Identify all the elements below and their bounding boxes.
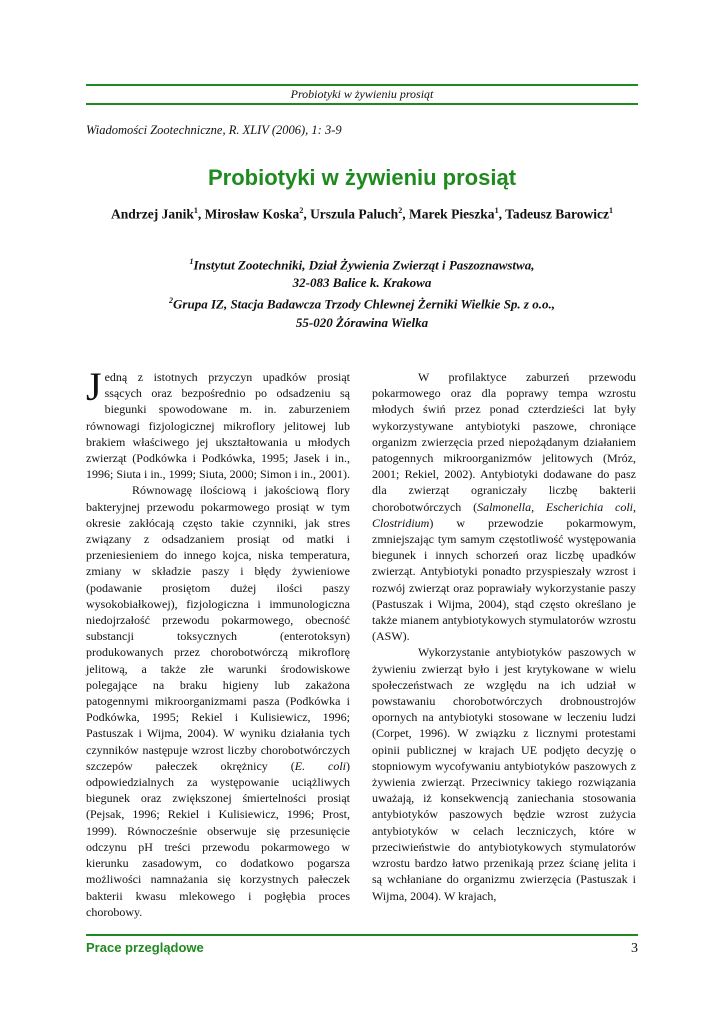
author-name: Tadeusz Barowicz: [505, 206, 609, 222]
author-name: Urszula Paluch: [310, 206, 399, 222]
body-column-right: [372, 369, 636, 904]
affiliations: [86, 253, 638, 332]
paragraph: W profilaktyce zaburzeń przewodu pokarmowego oraz dla poprawy tempa wzrostu młodych świń przez ponad czterdzieści lat były wykorzystywane antybiotyki paszowe, chroniące organizm zwierzęcia przed niepożądanym działaniem patogennych mikroorganizmów jelitowych (Mróz, 2001; Rekiel, 2002). Antybiotyki dodawane do pasz dla zwierząt ograniczały liczbę bakterii chorobotwórczych (Salmonella, Escherichia coli, Clostridium) w przewodzie pokarmowym, zmniejszając tym samym częstotliwość występowania biegunek i innych schorzeń oraz liczbę upadków zwierząt. Antybiotyki ponadto przyspieszały wzrost i rozwój zwierząt oraz poprawiały wykorzystanie paszy (Pastuszak i Wijma, 2004), stąd często określano je także mianem antybiotykowych stymulatorów wzrostu (ASW).: [372, 370, 636, 644]
author-name: Marek Pieszka: [408, 206, 495, 222]
author-affiliation-mark: 1: [494, 206, 499, 215]
header-rule-top: [86, 84, 638, 86]
running-header: Probiotyki w żywieniu prosiąt: [290, 87, 434, 101]
author-affiliation-mark: 2: [398, 206, 403, 215]
species-names: Salmonella, Escherichia coli, Clostridium: [372, 499, 636, 530]
author-name: Mirosław Koska: [204, 206, 300, 222]
affiliation-2-line-1: $^2$Grupa IZ, Stacja Badawcza Trzody Chlewnej Żerniki Wielkie Sp. z o.o.,: [169, 296, 555, 312]
paragraph: Wykorzystanie antybiotyków paszowych w żywieniu zwierząt było i jest krytykowane w wielu społeczeństwach ze względu na ich udział w powstawaniu chorobotwórczych drobnoustrojów opornych na antybiotyki stosowane w leczeniu ludzi (Corpet, 1996). W związku z licznymi protestami opinii publicznej w krajach UE podjęto decyzję o stopniowym wycofywaniu antybiotyków paszowych z żywienia zwierząt. Przeciwnicy takiego rozwiązania uważają, iż konsekwencją zaniechania stosowania antybiotyków paszowych będzie wzrost zużycia antybiotyków w celach leczniczych, które w przeciwieństwie do antybiotykowych stymulatorów wzrostu bardzo łatwo przenikają przez ścianę jelita i są wchłaniane do organizmu zwierzęcia (Pastuszak i Wijma, 2004). W krajach,: [372, 645, 636, 903]
author-affiliation-mark: 1: [608, 206, 613, 215]
body-column-left: [86, 364, 351, 920]
header-rule-bottom: [86, 103, 638, 105]
article-title: Probiotyki w żywieniu prosiąt: [207, 165, 517, 190]
paragraph: Równowagę ilościową i jakościową flory bakteryjnej przewodu pokarmowego prosiąt w tym okresie zakłócają często takie czynniki, jak stres związany z odsadzaniem prosiąt od matki i przeniesieniem do innego kojca, niska temperatura, zmiany w składzie paszy i błędy żywieniowe (podawanie prosiętom dużej ilości paszy wysokobiałkowej), fizjologiczna i immunologiczna niedojrzałość przewodu pokarmowego, obecność substancji toksycznych (enterotoksyn) produkowanych przez chorobotwórczą mikroflorę jelitową, a także złe warunki środowiskowe polegające na braku higieny lub zakażona patogennymi mikroorganizmami pasza (Podkówka i Podkówka, 1995; Rekiel i Kulisiewicz, 1996; Pastuszak i Wijma, 2004). W wyniku działania tych czynników następuje wzrost liczby chorobotwórczych szczepów pałeczek okrężnicy (E. coli) odpowiedzialnych za występowanie uciążliwych biegunek oraz zwiększonej śmiertelności prosiąt (Pejsak, 1996; Rekiel i Kulisiewicz, 1996; Prost, 1999). Równocześnie obserwuje się przesunięcie odczynu pH treści przewodu pokarmowego w kierunku zasadowym, co dodatkowo pogarsza możliwości namnażania się korzystnych pałeczek bakterii kwasu mlekowego i pogłębia proces chorobowy.: [86, 483, 350, 919]
author-affiliation-mark: 1: [193, 206, 198, 215]
section-label: Prace przeglądowe: [86, 940, 204, 955]
author-name: Andrzej Janik: [111, 206, 194, 222]
author-list: Andrzej Janik$^1$, Mirosław Koska$^2$, Urszula Paluch$^2$, Marek Pieszka$^1$, Tadeusz Barowicz$^1$: [111, 206, 613, 222]
footer-rule: [86, 934, 638, 936]
species-name: E. coli: [294, 758, 346, 773]
journal-citation: Wiadomości Zootechniczne, R. XLIV (2006), 1: 3-9: [86, 123, 342, 137]
author-affiliation-mark: 2: [299, 206, 304, 215]
drop-cap: J: [86, 364, 102, 409]
affiliation-2-line-2: 55-020 Żórawina Wielka: [295, 314, 429, 330]
affiliation-1-line-1: $^1$Instytut Zootechniki, Dział Żywienia Zwierząt i Paszoznawstwa,: [189, 257, 535, 273]
affiliation-1-line-2: 32-083 Balice k. Krakowa: [292, 275, 432, 291]
page-number: 3: [631, 941, 638, 956]
paragraph: Jedną z istotnych przyczyn upadków prosiąt ssących oraz bezpośrednio po odsadzeniu są biegunki spowodowane m. in. zaburzeniem równowagi fizjologicznej mikroflory jelitowej lub brakiem właściwego jej ukształtowania u młodych zwierząt (Podkówka i Podkówka, 1995; Jasek i in., 1996; Siuta i in., 1999; Siuta, 2000; Simon i in., 2001).: [86, 364, 351, 482]
